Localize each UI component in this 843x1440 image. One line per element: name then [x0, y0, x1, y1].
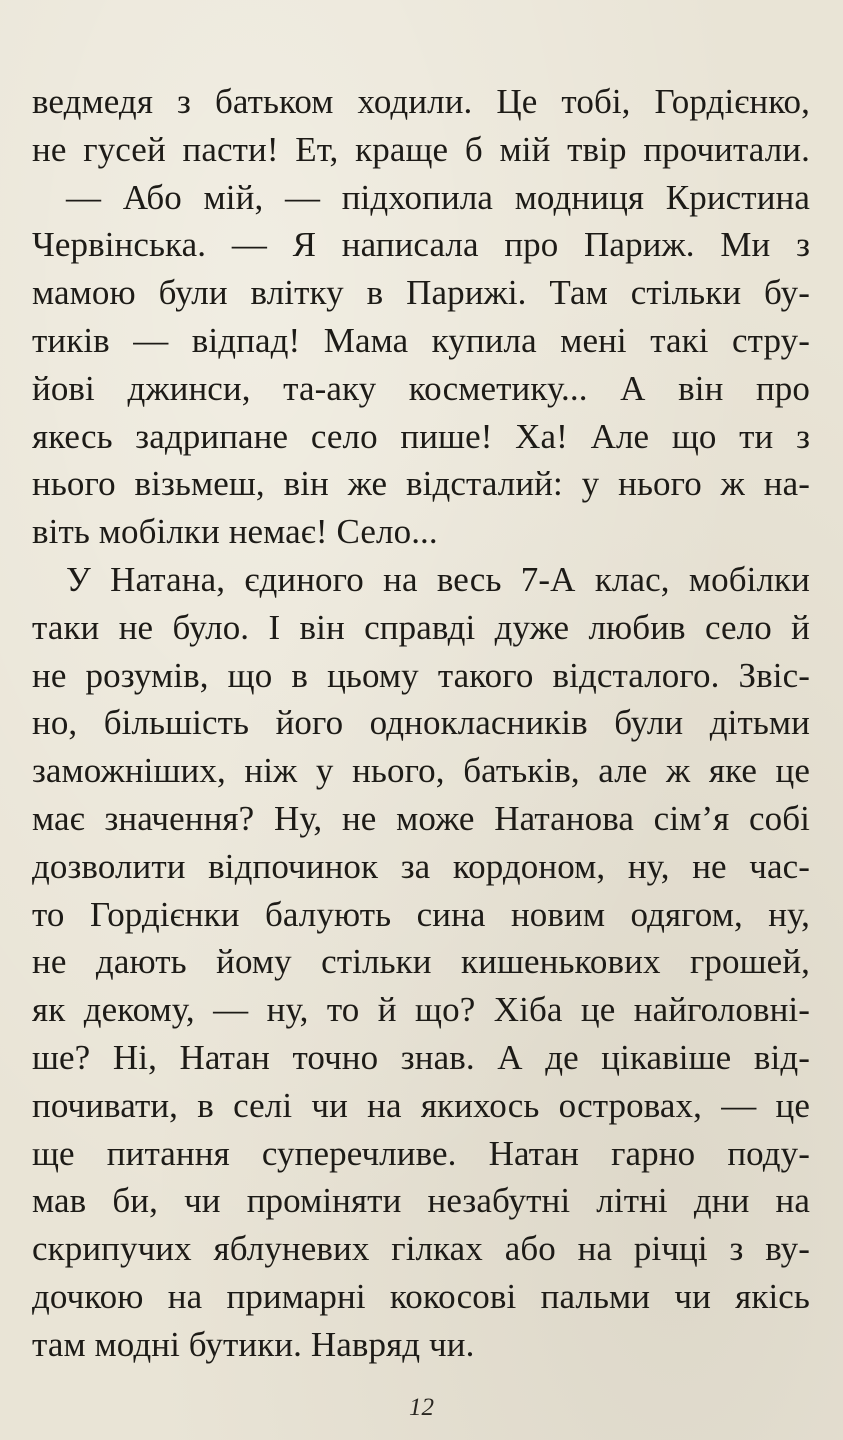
- text-line: тиків — відпад! Мама купила мені такі стру-: [32, 320, 810, 360]
- text-line: — Або мій, — підхопила модниця Кристина: [66, 177, 810, 217]
- text-line: У Натана, єдиного на весь 7-А клас, мобілки: [66, 559, 810, 599]
- text-line: Червінська. — Я написала про Париж. Ми з: [32, 225, 810, 265]
- text-line: нього візьмеш, він же відсталий: у нього ж на-: [32, 464, 810, 504]
- text-line: заможніших, ніж у нього, батьків, але ж яке це: [32, 751, 810, 791]
- text-line: таки не було. І він справді дуже любив село й: [32, 607, 810, 647]
- text-line: то Гордієнки балують сина новим одягом, ну,: [32, 894, 810, 934]
- text-line: як декому, — ну, то й що? Хіба це найголовні-: [32, 990, 810, 1030]
- text-line: дозволити відпочинок за кордоном, ну, не час-: [32, 846, 810, 886]
- text-line: ше? Ні, Натан точно знав. А де цікавіше від-: [32, 1037, 810, 1077]
- text-line: дочкою на примарні кокосові пальми чи якісь: [32, 1276, 810, 1316]
- text-line: має значення? Ну, не може Натанова сім’я собі: [32, 798, 810, 838]
- text-line: якесь задрипане село пише! Ха! Але що ти з: [32, 416, 810, 456]
- text-line: ще питання суперечливе. Натан гарно поду-: [32, 1133, 810, 1173]
- text-line: мамою були влітку в Парижі. Там стільки бу-: [32, 273, 810, 313]
- page-number: 12: [409, 1394, 434, 1421]
- text-line: почивати, в селі чи на якихось островах, — це: [32, 1085, 810, 1125]
- text-line: там модні бутики. Навряд чи.: [32, 1324, 475, 1364]
- body-text: [32, 78, 810, 1369]
- text-line: мав би, чи проміняти незабутні літні дни на: [32, 1181, 810, 1221]
- text-line: не дають йому стільки кишенькових грошей,: [32, 942, 810, 982]
- text-line: ведмедя з батьком ходили. Це тобі, Гордієнко,: [32, 82, 810, 121]
- text-line: віть мобілки немає! Село...: [32, 512, 438, 552]
- text-line: скрипучих яблуневих гілках або на річці з ву-: [32, 1229, 810, 1269]
- text-line: не розумів, що в цьому такого відсталого. Звіс-: [32, 655, 810, 695]
- text-line: йові джинси, та-аку косметику... А він про: [32, 368, 810, 408]
- text-line: но, більшість його однокласників були дітьми: [32, 703, 810, 743]
- text-line: не гусей пасти! Ет, краще б мій твір прочитали.: [32, 129, 810, 169]
